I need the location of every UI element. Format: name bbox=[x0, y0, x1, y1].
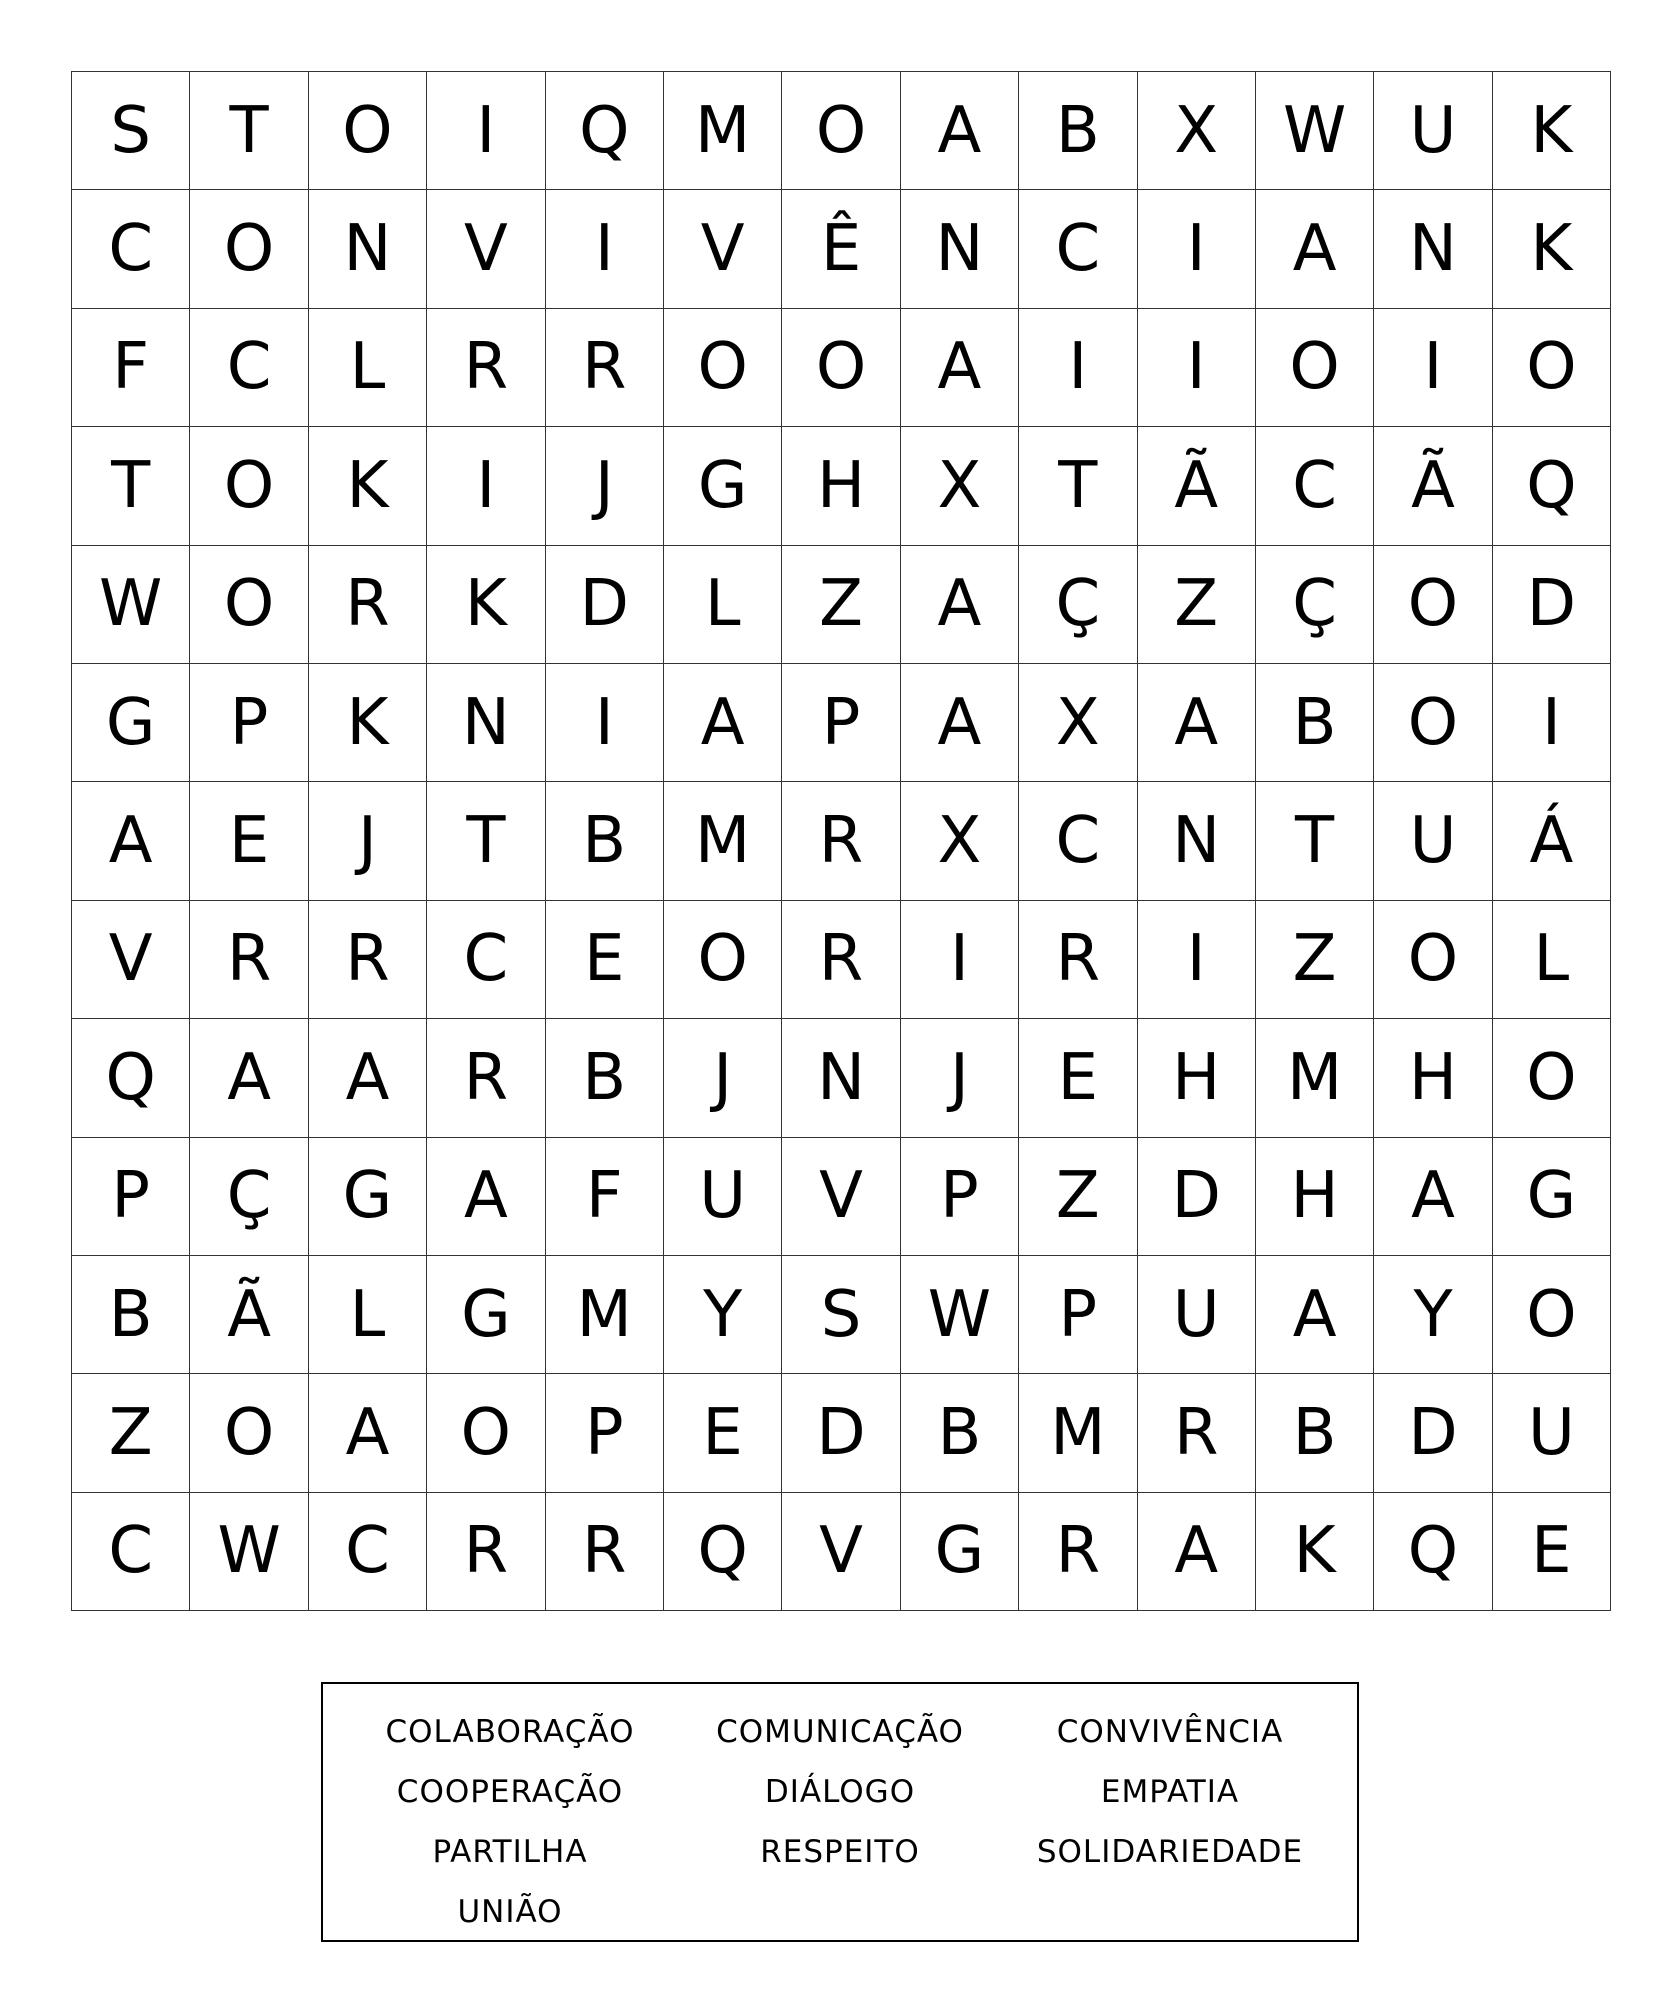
grid-cell[interactable]: E bbox=[1019, 1019, 1137, 1137]
grid-cell[interactable]: Q bbox=[546, 72, 664, 190]
grid-cell[interactable]: R bbox=[782, 782, 900, 900]
grid-cell[interactable]: X bbox=[901, 427, 1019, 545]
grid-cell[interactable]: K bbox=[1493, 190, 1611, 308]
word-column-3 bbox=[1005, 1702, 1335, 1942]
grid-cell[interactable]: M bbox=[664, 782, 782, 900]
grid-cell[interactable]: C bbox=[72, 190, 190, 308]
grid-cell[interactable]: E bbox=[190, 782, 308, 900]
grid-cell[interactable]: J bbox=[664, 1019, 782, 1137]
word-list bbox=[323, 1702, 1357, 1942]
grid-cell[interactable]: O bbox=[782, 309, 900, 427]
grid-cell[interactable]: N bbox=[1374, 190, 1492, 308]
grid-cell[interactable]: K bbox=[1256, 1493, 1374, 1611]
grid-cell[interactable]: Ã bbox=[1374, 427, 1492, 545]
grid-cell[interactable]: O bbox=[1374, 901, 1492, 1019]
grid-cell[interactable]: C bbox=[1256, 427, 1374, 545]
grid-cell[interactable]: T bbox=[427, 782, 545, 900]
grid-cell[interactable]: U bbox=[1374, 72, 1492, 190]
grid-cell[interactable]: Q bbox=[72, 1019, 190, 1137]
grid-cell[interactable]: Y bbox=[1374, 1256, 1492, 1374]
grid-cell[interactable]: C bbox=[190, 309, 308, 427]
grid-cell[interactable]: U bbox=[664, 1138, 782, 1256]
grid-cell[interactable]: T bbox=[72, 427, 190, 545]
grid-cell[interactable]: E bbox=[546, 901, 664, 1019]
grid-cell[interactable]: R bbox=[1019, 1493, 1137, 1611]
grid-cell[interactable]: G bbox=[664, 427, 782, 545]
grid-cell[interactable]: Ã bbox=[1138, 427, 1256, 545]
grid-cell[interactable]: I bbox=[1138, 901, 1256, 1019]
grid-cell[interactable]: T bbox=[190, 72, 308, 190]
grid-cell[interactable]: P bbox=[782, 664, 900, 782]
grid-cell[interactable]: Ç bbox=[1019, 546, 1137, 664]
grid-cell[interactable]: N bbox=[1138, 782, 1256, 900]
grid-cell[interactable]: W bbox=[1256, 72, 1374, 190]
grid-cell[interactable]: C bbox=[427, 901, 545, 1019]
grid-cell[interactable]: H bbox=[782, 427, 900, 545]
word-item: DIÁLOGO bbox=[764, 1774, 916, 1810]
grid-cell[interactable]: A bbox=[1256, 1256, 1374, 1374]
grid-cell[interactable]: F bbox=[72, 309, 190, 427]
grid-cell[interactable]: Á bbox=[1493, 782, 1611, 900]
grid-cell[interactable]: B bbox=[72, 1256, 190, 1374]
grid-cell[interactable]: H bbox=[1256, 1138, 1374, 1256]
grid-cell[interactable]: K bbox=[309, 664, 427, 782]
grid-cell[interactable]: O bbox=[782, 72, 900, 190]
grid-cell[interactable]: M bbox=[1019, 1374, 1137, 1492]
grid-cell[interactable]: O bbox=[190, 427, 308, 545]
grid-cell[interactable]: O bbox=[309, 72, 427, 190]
grid-cell[interactable]: G bbox=[72, 664, 190, 782]
word-item: COOPERAÇÃO bbox=[396, 1774, 624, 1810]
grid-cell[interactable]: W bbox=[190, 1493, 308, 1611]
grid-cell[interactable]: Q bbox=[1374, 1493, 1492, 1611]
grid-cell[interactable]: C bbox=[309, 1493, 427, 1611]
grid-cell[interactable]: I bbox=[427, 72, 545, 190]
grid-cell[interactable]: L bbox=[309, 1256, 427, 1374]
grid-cell[interactable]: V bbox=[782, 1138, 900, 1256]
grid-cell[interactable]: R bbox=[1019, 901, 1137, 1019]
word-item: RESPEITO bbox=[760, 1834, 920, 1870]
grid-cell[interactable]: B bbox=[1256, 1374, 1374, 1492]
grid-cell[interactable]: O bbox=[1374, 664, 1492, 782]
grid-cell[interactable]: I bbox=[546, 190, 664, 308]
word-list-box bbox=[321, 1682, 1359, 1942]
grid-cell[interactable]: I bbox=[1374, 309, 1492, 427]
grid-cell[interactable]: O bbox=[664, 309, 782, 427]
grid-cell[interactable]: I bbox=[901, 901, 1019, 1019]
word-item: EMPATIA bbox=[1100, 1774, 1240, 1810]
grid-cell[interactable]: O bbox=[1493, 309, 1611, 427]
grid-cell[interactable]: C bbox=[72, 1493, 190, 1611]
grid-cell[interactable]: S bbox=[782, 1256, 900, 1374]
grid-cell[interactable]: W bbox=[72, 546, 190, 664]
grid-cell[interactable]: J bbox=[546, 427, 664, 545]
grid-cell[interactable]: N bbox=[901, 190, 1019, 308]
word-item: UNIÃO bbox=[457, 1894, 563, 1930]
grid-cell[interactable]: Z bbox=[1019, 1138, 1137, 1256]
grid-cell[interactable]: E bbox=[1493, 1493, 1611, 1611]
grid-cell[interactable]: Ç bbox=[190, 1138, 308, 1256]
grid-cell[interactable]: U bbox=[1493, 1374, 1611, 1492]
letter-grid bbox=[71, 71, 1611, 1611]
grid-cell[interactable]: R bbox=[427, 309, 545, 427]
grid-cell[interactable]: J bbox=[309, 782, 427, 900]
grid-cell[interactable]: D bbox=[546, 546, 664, 664]
word-item: PARTILHA bbox=[432, 1834, 588, 1870]
grid-cell[interactable]: Z bbox=[72, 1374, 190, 1492]
grid-cell[interactable]: M bbox=[664, 72, 782, 190]
word-item: COMUNICAÇÃO bbox=[716, 1714, 964, 1750]
grid-cell[interactable]: Ç bbox=[1256, 546, 1374, 664]
grid-cell[interactable]: L bbox=[309, 309, 427, 427]
grid-cell[interactable]: A bbox=[901, 664, 1019, 782]
grid-cell[interactable]: D bbox=[1138, 1138, 1256, 1256]
grid-cell[interactable]: I bbox=[1019, 309, 1137, 427]
grid-cell[interactable]: A bbox=[664, 664, 782, 782]
grid-cell[interactable]: R bbox=[427, 1493, 545, 1611]
grid-cell[interactable]: V bbox=[72, 901, 190, 1019]
grid-cell[interactable]: I bbox=[546, 664, 664, 782]
grid-cell[interactable]: X bbox=[901, 782, 1019, 900]
grid-cell[interactable]: E bbox=[664, 1374, 782, 1492]
grid-cell[interactable]: P bbox=[546, 1374, 664, 1492]
grid-cell[interactable]: R bbox=[190, 901, 308, 1019]
grid-cell[interactable]: A bbox=[1256, 190, 1374, 308]
grid-cell[interactable]: O bbox=[190, 1374, 308, 1492]
grid-cell[interactable]: R bbox=[546, 1493, 664, 1611]
grid-cell[interactable]: A bbox=[1138, 664, 1256, 782]
grid-cell[interactable]: C bbox=[1019, 782, 1137, 900]
word-item: CONVIVÊNCIA bbox=[1056, 1714, 1284, 1750]
grid-cell[interactable]: A bbox=[901, 546, 1019, 664]
grid-cell[interactable]: B bbox=[1256, 664, 1374, 782]
grid-cell[interactable]: B bbox=[546, 1019, 664, 1137]
grid-cell[interactable]: P bbox=[1019, 1256, 1137, 1374]
grid-cell[interactable]: A bbox=[901, 309, 1019, 427]
grid-cell[interactable]: M bbox=[1256, 1019, 1374, 1137]
grid-cell[interactable]: L bbox=[1493, 901, 1611, 1019]
grid-cell[interactable]: R bbox=[309, 901, 427, 1019]
grid-cell[interactable]: A bbox=[190, 1019, 308, 1137]
grid-cell[interactable]: S bbox=[72, 72, 190, 190]
grid-cell[interactable]: K bbox=[427, 546, 545, 664]
grid-cell[interactable]: Q bbox=[664, 1493, 782, 1611]
grid-cell[interactable]: P bbox=[190, 664, 308, 782]
grid-cell[interactable]: B bbox=[901, 1374, 1019, 1492]
grid-cell[interactable]: W bbox=[901, 1256, 1019, 1374]
grid-cell[interactable]: V bbox=[782, 1493, 900, 1611]
grid-cell[interactable]: Z bbox=[1256, 901, 1374, 1019]
grid-cell[interactable]: Z bbox=[782, 546, 900, 664]
grid-cell[interactable]: F bbox=[546, 1138, 664, 1256]
grid-cell[interactable]: A bbox=[309, 1374, 427, 1492]
word-item: SOLIDARIEDADE bbox=[1036, 1834, 1304, 1870]
grid-cell[interactable]: A bbox=[1374, 1138, 1492, 1256]
grid-cell[interactable]: A bbox=[72, 782, 190, 900]
grid-cell[interactable]: B bbox=[1019, 72, 1137, 190]
grid-cell[interactable]: P bbox=[901, 1138, 1019, 1256]
grid-cell[interactable]: G bbox=[309, 1138, 427, 1256]
grid-cell[interactable]: A bbox=[901, 72, 1019, 190]
grid-cell[interactable]: B bbox=[546, 782, 664, 900]
grid-cell[interactable]: A bbox=[1138, 1493, 1256, 1611]
grid-cell[interactable]: D bbox=[1374, 1374, 1492, 1492]
grid-cell[interactable]: L bbox=[664, 546, 782, 664]
grid-cell[interactable]: R bbox=[1138, 1374, 1256, 1492]
grid-cell[interactable]: O bbox=[1493, 1256, 1611, 1374]
grid-cell[interactable]: R bbox=[546, 309, 664, 427]
grid-cell[interactable]: U bbox=[1374, 782, 1492, 900]
grid-cell[interactable]: T bbox=[1256, 782, 1374, 900]
grid-cell[interactable]: D bbox=[1493, 546, 1611, 664]
grid-cell[interactable]: A bbox=[427, 1138, 545, 1256]
grid-cell[interactable]: H bbox=[1138, 1019, 1256, 1137]
grid-cell[interactable]: N bbox=[309, 190, 427, 308]
grid-cell[interactable]: Y bbox=[664, 1256, 782, 1374]
grid-cell[interactable]: O bbox=[1374, 546, 1492, 664]
grid-cell[interactable]: T bbox=[1019, 427, 1137, 545]
grid-cell[interactable]: I bbox=[1138, 190, 1256, 308]
grid-cell[interactable]: V bbox=[427, 190, 545, 308]
grid-cell[interactable]: R bbox=[427, 1019, 545, 1137]
grid-cell[interactable]: X bbox=[1019, 664, 1137, 782]
grid-cell[interactable]: Q bbox=[1493, 427, 1611, 545]
grid-cell[interactable]: I bbox=[1138, 309, 1256, 427]
word-column-2 bbox=[675, 1702, 1005, 1942]
grid-cell[interactable]: N bbox=[782, 1019, 900, 1137]
grid-cell[interactable]: A bbox=[309, 1019, 427, 1137]
grid-cell[interactable]: O bbox=[190, 190, 308, 308]
word-column-1 bbox=[345, 1702, 675, 1942]
grid-cell[interactable]: K bbox=[309, 427, 427, 545]
grid-cell[interactable]: M bbox=[546, 1256, 664, 1374]
grid-cell[interactable]: O bbox=[190, 546, 308, 664]
word-item: COLABORAÇÃO bbox=[385, 1714, 635, 1750]
grid-cell[interactable]: O bbox=[1493, 1019, 1611, 1137]
grid-cell[interactable]: U bbox=[1138, 1256, 1256, 1374]
grid-cell[interactable]: D bbox=[782, 1374, 900, 1492]
grid-cell[interactable]: Z bbox=[1138, 546, 1256, 664]
grid-cell[interactable]: K bbox=[1493, 72, 1611, 190]
grid-cell[interactable]: I bbox=[427, 427, 545, 545]
grid-cell[interactable]: R bbox=[309, 546, 427, 664]
grid-cell[interactable]: V bbox=[664, 190, 782, 308]
grid-cell[interactable]: Ê bbox=[782, 190, 900, 308]
grid-cell[interactable]: P bbox=[72, 1138, 190, 1256]
grid-cell[interactable]: J bbox=[901, 1019, 1019, 1137]
grid-cell[interactable]: O bbox=[664, 901, 782, 1019]
grid-cell[interactable]: R bbox=[782, 901, 900, 1019]
grid-cell[interactable]: X bbox=[1138, 72, 1256, 190]
grid-cell[interactable]: I bbox=[1493, 664, 1611, 782]
grid-cell[interactable]: G bbox=[901, 1493, 1019, 1611]
grid-cell[interactable]: O bbox=[1256, 309, 1374, 427]
grid-cell[interactable]: O bbox=[427, 1374, 545, 1492]
grid-cell[interactable]: Ã bbox=[190, 1256, 308, 1374]
grid-cell[interactable]: C bbox=[1019, 190, 1137, 308]
grid-cell[interactable]: G bbox=[427, 1256, 545, 1374]
grid-cell[interactable]: G bbox=[1493, 1138, 1611, 1256]
grid-cell[interactable]: H bbox=[1374, 1019, 1492, 1137]
grid-cell[interactable]: N bbox=[427, 664, 545, 782]
